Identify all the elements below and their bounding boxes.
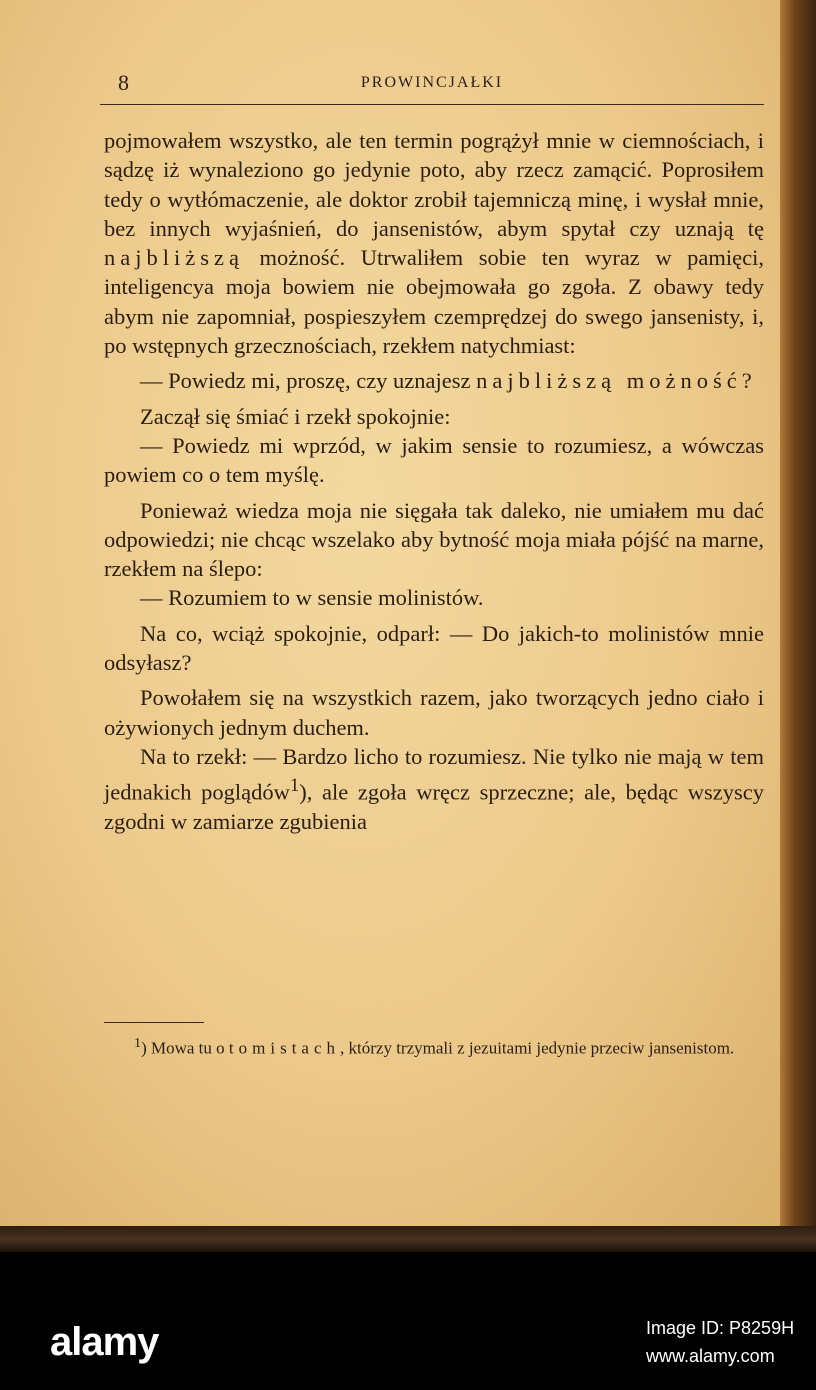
page-header: [100, 66, 764, 105]
spaced-term: najbliższą: [104, 245, 244, 271]
paragraph: Na to rzekł: — Bardzo licho to rozumiesz. Nie tylko nie mają w tem jednakich poglądów$^1$), ale zgoła wręcz sprzeczne; ale, będąc wszyscy zgodni w zamiarze zgubienia: [104, 743, 765, 835]
body-text: [104, 126, 764, 836]
page-number: 8: [118, 70, 129, 95]
footnote: $^1$) Mowa tu o tomistach, którzy trzymali z jezuitami jedynie przeciw jansenistom.: [134, 1035, 735, 1058]
paragraph: Zaczął się śmiać i rzekł spokojnie:: [140, 403, 451, 429]
stock-banner: [0, 1300, 816, 1390]
stock-url: www.alamy.com: [646, 1346, 775, 1366]
paragraph: pojmowałem wszystko, ale ten termin pogrążył mnie w ciemnościach, i sądzę iż wynaleziono go jedynie poto, aby rzecz zamącić. Poprosiłem tedy o wytłómaczenie, ale doktor zrobił tajemniczą minę, i wysłał mnie, bez innych wyjaśnień, do jansenistów, abym spytał czy uznają tę najbliższą możność. Utrwaliłem sobie ten wyraz w pamięci, inteligencya moja bowiem nie obejmowała go zgoła. Z obawy tedy abym nie zapomniał, pospieszyłem czemprędzej do swego jansenisty, i, po wstępnych grzecznościach, rzekłem natychmiast:: [104, 128, 764, 359]
footnote-rule: [104, 1022, 204, 1023]
paragraph: Powołałem się na wszystkich razem, jako tworzących jedno ciało i ożywionych jednym duchem.: [104, 685, 764, 740]
paragraph: — Rozumiem to w sensie molinistów.: [140, 585, 484, 611]
stock-image-id: Image ID: P8259H: [646, 1318, 795, 1338]
paragraph: — Powiedz mi, proszę, czy uznajesz najbliższą możność?: [140, 368, 752, 394]
paragraph: Ponieważ wiedza moja nie sięgała tak daleko, nie umiałem mu dać odpowiedzi; nie chcąc wszelako aby bytność moja miała pójść na marne, rzekłem na ślepo:: [104, 497, 764, 582]
paragraph: Na co, wciąż spokojnie, odparł: — Do jakich-to molinistów mnie odsyłasz?: [104, 620, 764, 676]
spaced-term: tomistach: [228, 1038, 341, 1058]
stock-logo: alamy: [50, 1320, 159, 1364]
footnote-ref: 1: [289, 775, 300, 797]
book-bottom-edge: [0, 1226, 816, 1252]
spaced-term: najbliższą możność: [476, 368, 742, 394]
running-title: PROWINCJAŁKI: [360, 74, 504, 91]
book-spine: [780, 0, 816, 1250]
paragraph: — Powiedz mi wprzód, w jakim sensie to rozumiesz, a wówczas powiem co o tem myślę.: [104, 432, 764, 488]
